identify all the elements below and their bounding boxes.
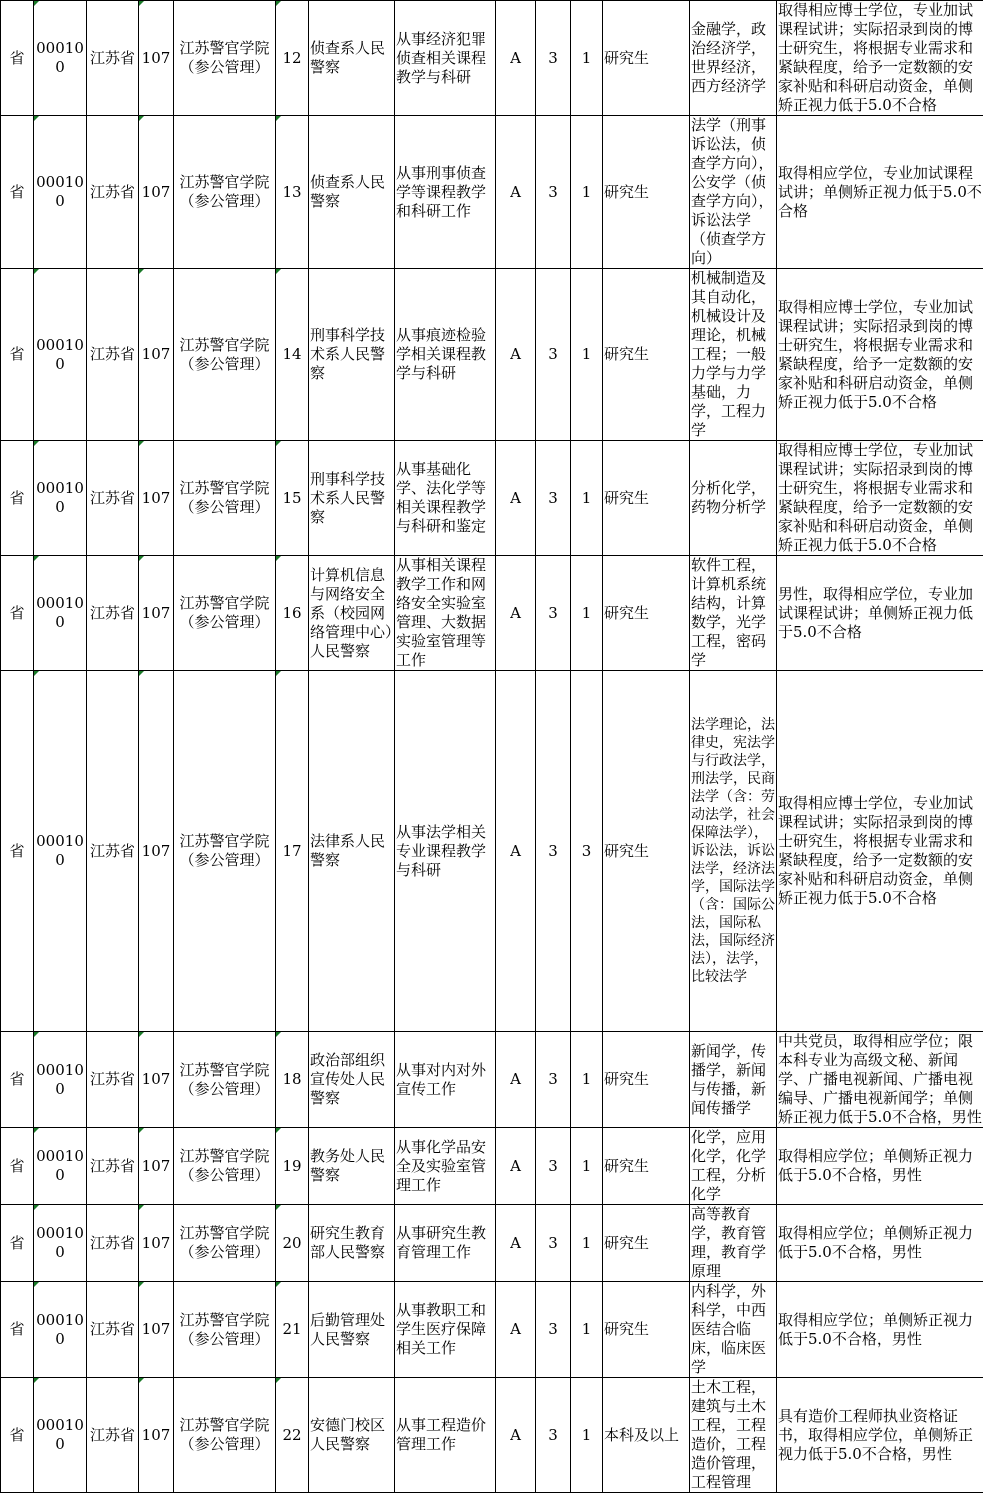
post-no-cell: 18 [276,1032,309,1128]
duty-cell: 从事对内对外宣传工作 [395,1032,496,1128]
level-cell: 省 [1,441,34,556]
region-cell: 江苏省 [87,441,139,556]
code-cell: 000100 [34,1032,87,1128]
major-cell: 金融学，政治经济学，世界经济，西方经济学 [690,1,777,116]
duty-cell: 从事研究生教育管理工作 [395,1205,496,1282]
table-row [1,1205,983,1282]
category-cell: A [496,1128,536,1205]
post-no-cell: 21 [276,1282,309,1378]
unit-cell: 江苏警官学院（参公管理） [174,1282,276,1378]
region-cell: 江苏省 [87,671,139,1032]
count-cell: 1 [571,116,603,269]
unit-cell: 江苏警官学院（参公管理） [174,116,276,269]
table-row [1,1128,983,1205]
level-cell: 省 [1,116,34,269]
duty-cell: 从事工程造价管理工作 [395,1378,496,1493]
education-cell: 本科及以上 [603,1378,690,1493]
count-cell: 1 [571,1128,603,1205]
post-cell: 安德门校区人民警察 [309,1378,395,1493]
major-cell: 新闻学，传播学，新闻与传播，新闻传播学 [690,1032,777,1128]
code-cell: 000100 [34,671,87,1032]
note-cell: 取得相应学位；单侧矫正视力低于5.0不合格，男性 [777,1205,983,1282]
category-cell: A [496,441,536,556]
post-no-cell: 19 [276,1128,309,1205]
unit-cell: 江苏警官学院（参公管理） [174,1378,276,1493]
region-cell: 江苏省 [87,1205,139,1282]
unit-cell: 江苏警官学院（参公管理） [174,1032,276,1128]
category-cell: A [496,671,536,1032]
code-cell: 000100 [34,1205,87,1282]
code-cell: 000100 [34,1,87,116]
education-cell: 研究生 [603,1282,690,1378]
unit-cell: 江苏警官学院（参公管理） [174,441,276,556]
ratio-cell: 3 [536,1032,571,1128]
post-cell: 政治部组织宣传处人民警察 [309,1032,395,1128]
region-cell: 江苏省 [87,556,139,671]
ratio-cell: 3 [536,1378,571,1493]
post-cell: 侦查系人民警察 [309,1,395,116]
region-cell: 江苏省 [87,116,139,269]
unit-cell: 江苏警官学院（参公管理） [174,1205,276,1282]
count-cell: 1 [571,1032,603,1128]
major-cell: 机械制造及其自动化，机械设计及理论，机械工程；一般力学与力学基础，力学，工程力学 [690,269,777,441]
level-cell: 省 [1,671,34,1032]
count-cell: 3 [571,671,603,1032]
unit-cell: 江苏警官学院（参公管理） [174,269,276,441]
code-cell: 000100 [34,116,87,269]
code-cell: 000100 [34,1282,87,1378]
post-cell: 刑事科学技术系人民警察 [309,441,395,556]
table-row [1,1,983,116]
category-cell: A [496,1,536,116]
ratio-cell: 3 [536,556,571,671]
major-cell: 法学（刑事诉讼法，侦查学方向），公安学（侦查学方向），诉讼法学（侦查学方向） [690,116,777,269]
category-cell: A [496,1282,536,1378]
table-row [1,116,983,269]
duty-cell: 从事经济犯罪侦查相关课程教学与科研 [395,1,496,116]
duty-cell: 从事化学品安全及实验室管理工作 [395,1128,496,1205]
count-cell: 1 [571,1205,603,1282]
post-no-cell: 17 [276,671,309,1032]
count-cell: 1 [571,1,603,116]
unit-cell: 江苏警官学院（参公管理） [174,671,276,1032]
duty-cell: 从事教职工和学生医疗保障相关工作 [395,1282,496,1378]
education-cell: 研究生 [603,441,690,556]
count-cell: 1 [571,1282,603,1378]
duty-cell: 从事法学相关专业课程教学与科研 [395,671,496,1032]
duty-cell: 从事相关课程教学工作和网络安全实验室管理、大数据实验室管理等工作 [395,556,496,671]
dept-code-cell: 107 [139,116,174,269]
dept-code-cell: 107 [139,671,174,1032]
level-cell: 省 [1,1128,34,1205]
code-cell: 000100 [34,441,87,556]
table-row [1,441,983,556]
category-cell: A [496,556,536,671]
level-cell: 省 [1,1,34,116]
code-cell: 000100 [34,1128,87,1205]
count-cell: 1 [571,269,603,441]
level-cell: 省 [1,1378,34,1493]
level-cell: 省 [1,1282,34,1378]
table-row [1,269,983,441]
table-row [1,556,983,671]
note-cell: 男性，取得相应学位，专业加试课程试讲；单侧矫正视力低于5.0不合格 [777,556,983,671]
major-cell: 分析化学，药物分析学 [690,441,777,556]
count-cell: 1 [571,556,603,671]
post-cell: 研究生教育部人民警察 [309,1205,395,1282]
count-cell: 1 [571,1378,603,1493]
region-cell: 江苏省 [87,1,139,116]
note-cell: 取得相应博士学位，专业加试课程试讲；实际招录到岗的博士研究生，将根据专业需求和紧缺程度，给予一定数额的安家补贴和科研启动资金，单侧矫正视力低于5.0不合格 [777,441,983,556]
region-cell: 江苏省 [87,269,139,441]
post-cell: 法律系人民警察 [309,671,395,1032]
ratio-cell: 3 [536,1,571,116]
dept-code-cell: 107 [139,441,174,556]
post-cell: 刑事科学技术系人民警察 [309,269,395,441]
dept-code-cell: 107 [139,1378,174,1493]
note-cell: 取得相应学位；单侧矫正视力低于5.0不合格，男性 [777,1282,983,1378]
major-cell: 内科学，外科学，中西医结合临床，临床医学 [690,1282,777,1378]
category-cell: A [496,1378,536,1493]
education-cell: 研究生 [603,671,690,1032]
dept-code-cell: 107 [139,1205,174,1282]
dept-code-cell: 107 [139,1,174,116]
count-cell: 1 [571,441,603,556]
category-cell: A [496,1032,536,1128]
post-no-cell: 15 [276,441,309,556]
note-cell: 取得相应学位，专业加试课程试讲；单侧矫正视力低于5.0不合格 [777,116,983,269]
major-cell: 土木工程，建筑与土木工程，工程造价，工程造价管理，工程管理 [690,1378,777,1493]
dept-code-cell: 107 [139,1282,174,1378]
ratio-cell: 3 [536,671,571,1032]
ratio-cell: 3 [536,1128,571,1205]
education-cell: 研究生 [603,1128,690,1205]
code-cell: 000100 [34,556,87,671]
post-no-cell: 22 [276,1378,309,1493]
table-row [1,1378,983,1493]
code-cell: 000100 [34,1378,87,1493]
category-cell: A [496,116,536,269]
post-no-cell: 14 [276,269,309,441]
table-row [1,1032,983,1128]
dept-code-cell: 107 [139,269,174,441]
duty-cell: 从事基础化学、法化学等相关课程教学与科研和鉴定 [395,441,496,556]
region-cell: 江苏省 [87,1128,139,1205]
region-cell: 江苏省 [87,1032,139,1128]
unit-cell: 江苏警官学院（参公管理） [174,1128,276,1205]
dept-code-cell: 107 [139,556,174,671]
level-cell: 省 [1,556,34,671]
post-cell: 侦查系人民警察 [309,116,395,269]
major-cell: 化学，应用化学，化学工程，分析化学 [690,1128,777,1205]
table-row [1,1282,983,1378]
note-cell: 取得相应学位；单侧矫正视力低于5.0不合格，男性 [777,1128,983,1205]
note-cell: 取得相应博士学位，专业加试课程试讲；实际招录到岗的博士研究生，将根据专业需求和紧缺程度，给予一定数额的安家补贴和科研启动资金，单侧矫正视力低于5.0不合格 [777,1,983,116]
education-cell: 研究生 [603,1205,690,1282]
note-cell: 具有造价工程师执业资格证书，取得相应学位，单侧矫正视力低于5.0不合格，男性 [777,1378,983,1493]
post-no-cell: 12 [276,1,309,116]
education-cell: 研究生 [603,1032,690,1128]
education-cell: 研究生 [603,116,690,269]
level-cell: 省 [1,1032,34,1128]
major-cell: 软件工程，计算机系统结构，计算数学，光学工程，密码学 [690,556,777,671]
post-no-cell: 16 [276,556,309,671]
education-cell: 研究生 [603,269,690,441]
post-no-cell: 13 [276,116,309,269]
ratio-cell: 3 [536,441,571,556]
level-cell: 省 [1,1205,34,1282]
table-row [1,671,983,1032]
ratio-cell: 3 [536,1205,571,1282]
post-no-cell: 20 [276,1205,309,1282]
ratio-cell: 3 [536,116,571,269]
education-cell: 研究生 [603,1,690,116]
duty-cell: 从事刑事侦查学等课程教学和科研工作 [395,116,496,269]
table-body [1,1,983,1493]
major-cell: 高等教育学，教育管理，教育学原理 [690,1205,777,1282]
post-cell: 计算机信息与网络安全系（校园网络管理中心）人民警察 [309,556,395,671]
unit-cell: 江苏警官学院（参公管理） [174,1,276,116]
note-cell: 取得相应博士学位，专业加试课程试讲；实际招录到岗的博士研究生，将根据专业需求和紧缺程度，给予一定数额的安家补贴和科研启动资金，单侧矫正视力低于5.0不合格 [777,671,983,1032]
category-cell: A [496,269,536,441]
region-cell: 江苏省 [87,1282,139,1378]
post-cell: 后勤管理处人民警察 [309,1282,395,1378]
major-cell: 法学理论，法律史，宪法学与行政法学，刑法学，民商法学（含：劳动法学，社会保障法学），诉讼法，诉讼法学，经济法学，国际法学（含：国际公法，国际私法，国际经济法），法学，比较法学 [690,671,777,1032]
region-cell: 江苏省 [87,1378,139,1493]
note-cell: 取得相应博士学位，专业加试课程试讲；实际招录到岗的博士研究生，将根据专业需求和紧缺程度，给予一定数额的安家补贴和科研启动资金，单侧矫正视力低于5.0不合格 [777,269,983,441]
ratio-cell: 3 [536,269,571,441]
dept-code-cell: 107 [139,1032,174,1128]
ratio-cell: 3 [536,1282,571,1378]
note-cell: 中共党员，取得相应学位；限本科专业为高级文秘、新闻学、广播电视新闻、广播电视编导、广播电视新闻学；单侧矫正视力低于5.0不合格，男性 [777,1032,983,1128]
duty-cell: 从事痕迹检验学相关课程教学与科研 [395,269,496,441]
level-cell: 省 [1,269,34,441]
code-cell: 000100 [34,269,87,441]
category-cell: A [496,1205,536,1282]
unit-cell: 江苏警官学院（参公管理） [174,556,276,671]
dept-code-cell: 107 [139,1128,174,1205]
post-cell: 教务处人民警察 [309,1128,395,1205]
education-cell: 研究生 [603,556,690,671]
